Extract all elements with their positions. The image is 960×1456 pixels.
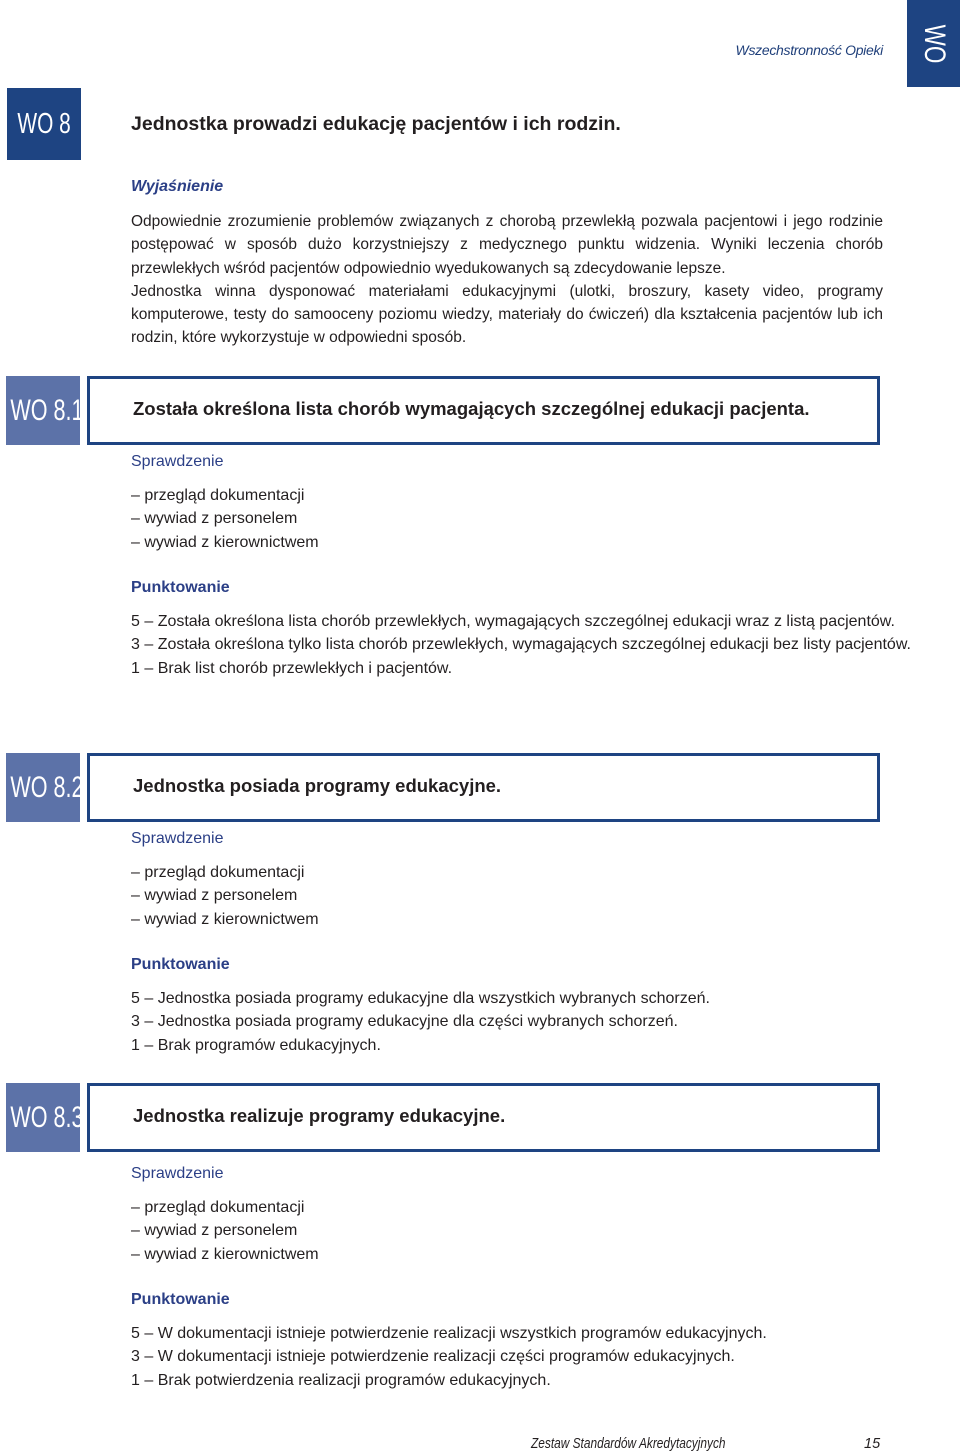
criterion-code-badge <box>6 376 84 445</box>
standard-code-badge <box>7 88 81 160</box>
explanation-label: Wyjaśnienie <box>131 178 224 195</box>
criterion-code-badge <box>6 1083 84 1152</box>
score-list <box>131 610 913 680</box>
list-item: 5 – Jednostka posiada programy edukacyjne dla wszystkich wybranych schorzeń. <box>131 990 710 1007</box>
standard-title: Jednostka prowadzi edukację pacjentów i ich rodzin. <box>131 113 621 135</box>
list-item: – wywiad z kierownictwem <box>131 533 319 551</box>
page-number: 15 <box>864 1436 881 1452</box>
criterion-code: WO 8.2 <box>10 770 84 804</box>
score-list <box>131 987 913 1057</box>
explanation-paragraph: Jednostka winna dysponować materiałami edukacyjnymi (ulotki, broszury, kasety video, programy komputerowe, testy do samooceny poziomu wiedzy, materiały do ćwiczeń) dla kształcenia pacjentów lub ich rodzin, które wykorzystuje w odpowiedni sposób. <box>131 282 883 347</box>
running-header: Wszechstronność Opieki <box>735 42 883 58</box>
list-item: 3 – W dokumentacji istnieje potwierdzenie realizacji części programów edukacyjnych. <box>131 1348 735 1366</box>
check-list <box>131 1196 319 1266</box>
standard-code: WO 8 <box>17 107 71 140</box>
check-label: Sprawdzenie <box>131 830 224 847</box>
list-item: – przegląd dokumentacji <box>131 864 305 881</box>
score-label: Punktowanie <box>131 1291 230 1308</box>
list-item: – wywiad z personelem <box>131 510 298 528</box>
list-item: 3 – Jednostka posiada programy edukacyjne dla części wybranych schorzeń. <box>131 1013 678 1031</box>
list-item: – przegląd dokumentacji <box>131 1199 305 1216</box>
list-item: 5 – Została określona lista chorób przewlekłych, wymagających szczególnej edukacji wraz z listą pacjentów. <box>131 613 895 630</box>
check-list <box>131 861 319 931</box>
list-item: 1 – Brak potwierdzenia realizacji programów edukacyjnych. <box>131 1371 551 1389</box>
criterion-title: Jednostka posiada programy edukacyjne. <box>133 775 502 796</box>
list-item: – wywiad z personelem <box>131 887 298 905</box>
criterion-code: WO 8.1 <box>10 393 84 427</box>
check-label: Sprawdzenie <box>131 1165 224 1182</box>
list-item: – wywiad z kierownictwem <box>131 1245 319 1263</box>
list-item: – przegląd dokumentacji <box>131 487 305 504</box>
list-item: 1 – Brak list chorób przewlekłych i pacjentów. <box>131 659 453 677</box>
running-footer: Zestaw Standardów Akredytacyjnych <box>531 1436 726 1452</box>
list-item: 1 – Brak programów edukacyjnych. <box>131 1036 381 1054</box>
list-item: – wywiad z kierownictwem <box>131 910 319 928</box>
list-item: 3 – Została określona tylko lista chorób przewlekłych, wymagających szczególnej edukacji bez listy pacjentów. <box>131 636 911 654</box>
criterion-title: Została określona lista chorób wymagających szczególnej edukacji pacjenta. <box>133 398 810 419</box>
criterion-title: Jednostka realizuje programy edukacyjne. <box>133 1105 506 1126</box>
list-item: – wywiad z personelem <box>131 1222 298 1240</box>
section-tab <box>907 0 960 87</box>
score-label: Punktowanie <box>131 579 230 596</box>
criterion-code-badge <box>6 753 84 822</box>
explanation-paragraph: Odpowiednie zrozumienie problemów związanych z chorobą przewlekłą pozwala pacjentowi i jego rodzinie postępować w sposób dużo korzystniejszy z medycznego punktu widzenia. Wyniki leczenia chorób przewlekłych wśród pacjentów odpowiednio wyedukowanych są zdecydowanie lepsze. <box>131 213 883 277</box>
criterion-code: WO 8.3 <box>10 1100 84 1134</box>
score-list <box>131 1322 913 1392</box>
check-label: Sprawdzenie <box>131 453 224 470</box>
check-list <box>131 484 319 554</box>
explanation-text <box>131 210 883 350</box>
list-item: 5 – W dokumentacji istnieje potwierdzenie realizacji wszystkich programów edukacyjnych. <box>131 1325 767 1342</box>
score-label: Punktowanie <box>131 956 230 973</box>
section-tab-label: WO <box>917 24 951 63</box>
